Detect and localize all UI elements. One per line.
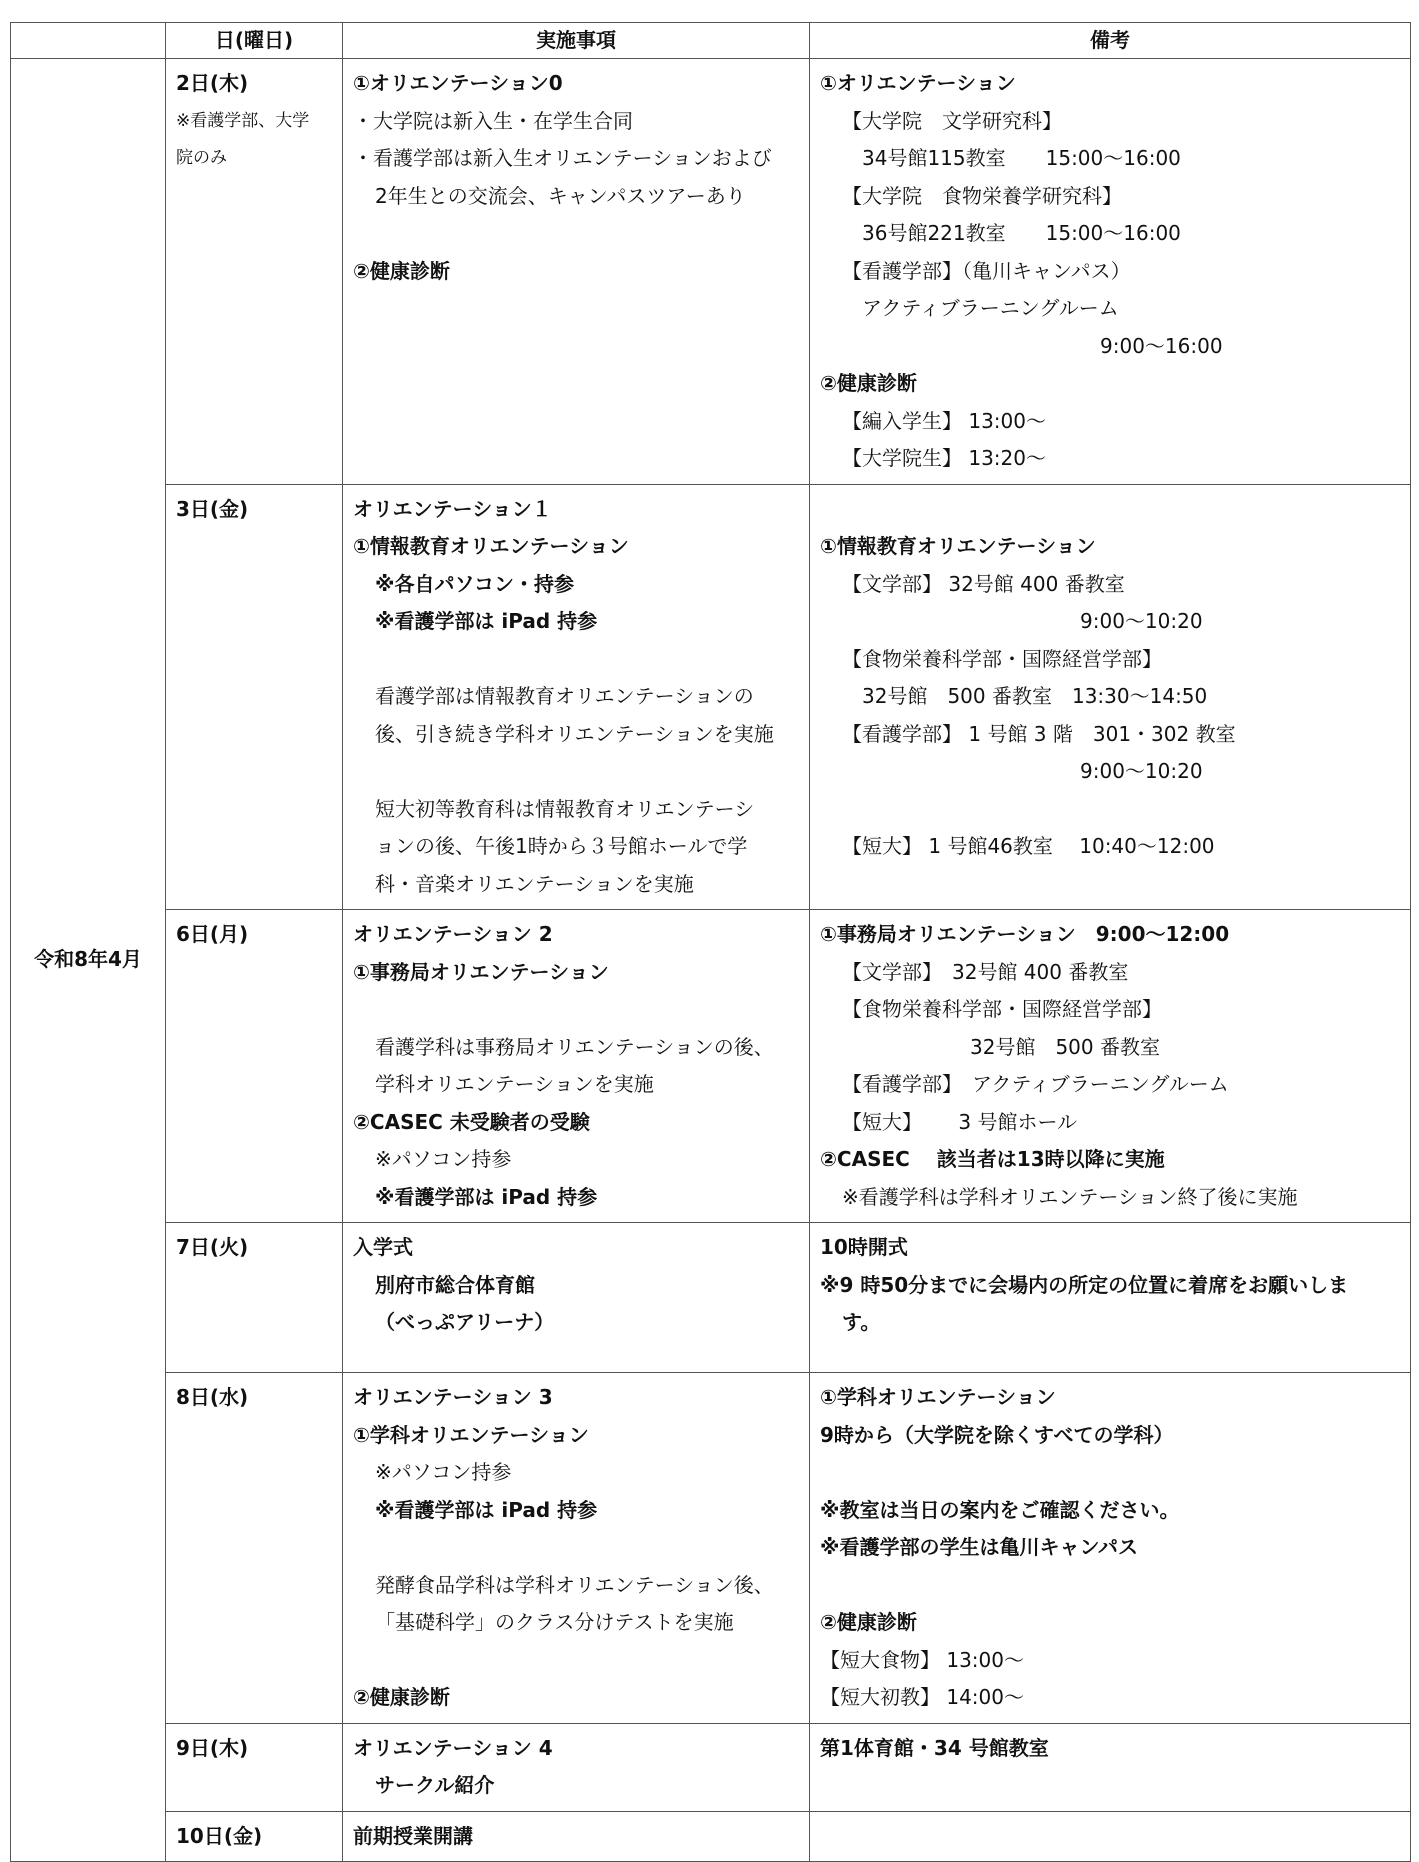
table-row [11, 1223, 1411, 1373]
note-line [820, 791, 1400, 829]
date-cell [166, 910, 343, 1223]
item-line: オリエンテーション 3 [353, 1385, 553, 1409]
item-line: ョンの後、午後1時から３号館ホールで学 [375, 834, 748, 858]
item-line: ※看護学部は iPad 持参 [375, 1184, 598, 1209]
note-line: 【短大】 1 号館46教室 10:40～12:00 [842, 834, 1215, 858]
items-cell [343, 1723, 810, 1811]
notes-cell [810, 1223, 1411, 1373]
item-line [353, 1529, 799, 1567]
notes-cell [810, 1811, 1411, 1862]
note-line: 【編入学生】 13:00～ [842, 408, 1046, 433]
notes-cell [810, 910, 1411, 1223]
date-cell [166, 1811, 343, 1862]
note-line: アクティブラーニングルーム [862, 296, 1119, 320]
item-line: 科・音楽オリエンテーションを実施 [375, 871, 694, 896]
table-row [11, 910, 1411, 1223]
note-line: 10時開式 [820, 1235, 908, 1259]
note-line: 【大学院 食物栄養学研究科】 [842, 183, 1122, 208]
header-blank [11, 23, 166, 59]
date-note: ※看護学部、大学 [176, 110, 310, 131]
note-line: す。 [842, 1310, 881, 1334]
item-line: ①学科オリエンテーション [353, 1422, 589, 1447]
item-line [353, 215, 799, 253]
note-line [820, 1454, 1400, 1492]
item-line: ※各自パソコン・持参 [375, 571, 575, 596]
note-line: 【短大初教】 14:00～ [820, 1685, 1024, 1709]
item-line: ①情報教育オリエンテーション [353, 534, 629, 558]
header-date: 日(曜日) [166, 23, 343, 59]
note-line: 【食物栄養科学部・国際経営学部】 [842, 646, 1162, 671]
table-row [11, 1723, 1411, 1811]
note-line: 【文学部】 32号館 400 番教室 [842, 571, 1125, 596]
date-label: 7日(火) [176, 1235, 249, 1259]
note-line: 【看護学部】 アクティブラーニングルーム [842, 1072, 1229, 1096]
item-line: 学科オリエンテーションを実施 [375, 1072, 654, 1096]
items-cell [343, 1811, 810, 1862]
note-line: 9時から（大学院を除くすべての学科） [820, 1422, 1174, 1447]
note-line: ①オリエンテーション [820, 71, 1016, 95]
note-line: 32号館 500 番教室 13:30～14:50 [862, 684, 1208, 708]
note-line: 【大学院生】 13:20～ [842, 446, 1046, 470]
item-line: ・大学院は新入生・在学生合同 [353, 108, 633, 133]
header-notes: 備考 [810, 23, 1411, 59]
item-line: ②健康診断 [353, 258, 450, 283]
date-cell [166, 1373, 343, 1724]
table-row [11, 59, 1411, 485]
schedule-document [10, 22, 1410, 1848]
item-line: ※パソコン持参 [375, 1460, 512, 1484]
items-cell [343, 59, 810, 485]
note-line: 34号館115教室 15:00～16:00 [862, 146, 1181, 170]
note-line: 9:00～10:20 [1080, 759, 1203, 783]
items-cell [343, 910, 810, 1223]
item-line: オリエンテーション 2 [353, 922, 553, 946]
item-line: ・看護学部は新入生オリエンテーションおよび [353, 146, 772, 170]
item-line [353, 753, 799, 791]
items-cell [343, 1223, 810, 1373]
note-line: ②健康診断 [820, 1610, 917, 1634]
item-line [353, 1642, 799, 1680]
item-line: （べっぷアリーナ） [375, 1310, 555, 1334]
date-label: 9日(木) [176, 1735, 249, 1760]
month-cell: 令和8年4月 [11, 59, 166, 1862]
notes-cell [810, 1723, 1411, 1811]
item-line: 看護学科は事務局オリエンテーションの後、 [375, 1034, 774, 1059]
header-items: 実施事項 [343, 23, 810, 59]
date-note: 院のみ [176, 148, 227, 168]
header-row [11, 23, 1411, 59]
date-label: 6日(月) [176, 922, 249, 946]
item-line: ※看護学部は iPad 持参 [375, 1497, 598, 1522]
date-cell [166, 1723, 343, 1811]
item-line: ※パソコン持参 [375, 1147, 512, 1171]
note-line: ①情報教育オリエンテーション [820, 534, 1096, 558]
note-line: ※9 時50分までに会場内の所定の位置に着席をお願いしま [820, 1272, 1349, 1297]
table-row [11, 484, 1411, 910]
note-line: 第1体育館・34 号館教室 [820, 1735, 1049, 1760]
schedule-table [10, 22, 1411, 1862]
item-line: ②CASEC 未受験者の受験 [353, 1109, 590, 1134]
item-line: 短大初等教育科は情報教育オリエンテーシ [375, 796, 755, 821]
item-line: 発酵食品学科は学科オリエンテーション後、 [375, 1572, 774, 1597]
note-line: 【看護学部】 1 号館 3 階 301・302 教室 [842, 721, 1236, 746]
note-line: 9:00～10:20 [1080, 609, 1203, 633]
note-line: 36号館221教室 15:00～16:00 [862, 221, 1181, 245]
table-row [11, 1373, 1411, 1724]
date-label: 3日(金) [176, 496, 249, 521]
note-line: 【看護学部】（亀川キャンパス） [842, 258, 1131, 283]
date-cell [166, 484, 343, 910]
note-line [820, 491, 1400, 529]
item-line: 「基礎科学」のクラス分けテストを実施 [375, 1610, 734, 1634]
items-cell [343, 1373, 810, 1724]
table-row [11, 1811, 1411, 1862]
note-line: 【短大食物】 13:00～ [820, 1647, 1024, 1672]
item-line: ①オリエンテーション0 [353, 71, 563, 95]
item-line: オリエンテーション 4 [353, 1735, 553, 1760]
note-line: ①事務局オリエンテーション 9:00～12:00 [820, 922, 1230, 946]
date-label: 2日(木) [176, 71, 249, 95]
note-line: 【食物栄養科学部・国際経営学部】 [842, 997, 1162, 1021]
note-line [820, 1567, 1400, 1605]
item-line: 2年生との交流会、キャンパスツアーあり [375, 183, 746, 208]
item-line: ①事務局オリエンテーション [353, 959, 609, 984]
date-cell [166, 1223, 343, 1373]
notes-cell [810, 59, 1411, 485]
note-line: ※教室は当日の案内をご確認ください。 [820, 1497, 1180, 1522]
notes-cell [810, 484, 1411, 910]
items-cell [343, 484, 810, 910]
note-line: ②CASEC 該当者は13時以降に実施 [820, 1147, 1165, 1171]
item-line: オリエンテーション１ [353, 496, 552, 521]
note-line: 9:00～16:00 [1100, 333, 1223, 358]
item-line: ②健康診断 [353, 1685, 450, 1709]
item-line: 別府市総合体育館 [375, 1272, 535, 1297]
item-line: 看護学部は情報教育オリエンテーションの [375, 684, 754, 708]
note-line: ※看護学部の学生は亀川キャンパス [820, 1535, 1139, 1559]
note-line: 【短大】 3 号館ホール [842, 1109, 1078, 1134]
note-line: 【大学院 文学研究科】 [842, 108, 1062, 133]
note-line: 【文学部】 32号館 400 番教室 [842, 959, 1129, 984]
item-line: ※看護学部は iPad 持参 [375, 609, 598, 633]
note-line: ②健康診断 [820, 371, 917, 395]
item-line: 前期授業開講 [353, 1823, 473, 1848]
item-line [353, 991, 799, 1029]
date-label: 8日(水) [176, 1385, 249, 1409]
notes-cell [810, 1373, 1411, 1724]
date-cell [166, 59, 343, 485]
date-label: 10日(金) [176, 1823, 263, 1848]
note-line: 32号館 500 番教室 [970, 1034, 1160, 1059]
item-line [353, 641, 799, 679]
note-line: ①学科オリエンテーション [820, 1385, 1056, 1409]
item-line: 入学式 [353, 1235, 413, 1259]
note-line: ※看護学科は学科オリエンテーション終了後に実施 [842, 1184, 1298, 1209]
item-line: 後、引き続き学科オリエンテーションを実施 [375, 721, 774, 746]
item-line: サークル紹介 [375, 1773, 495, 1797]
